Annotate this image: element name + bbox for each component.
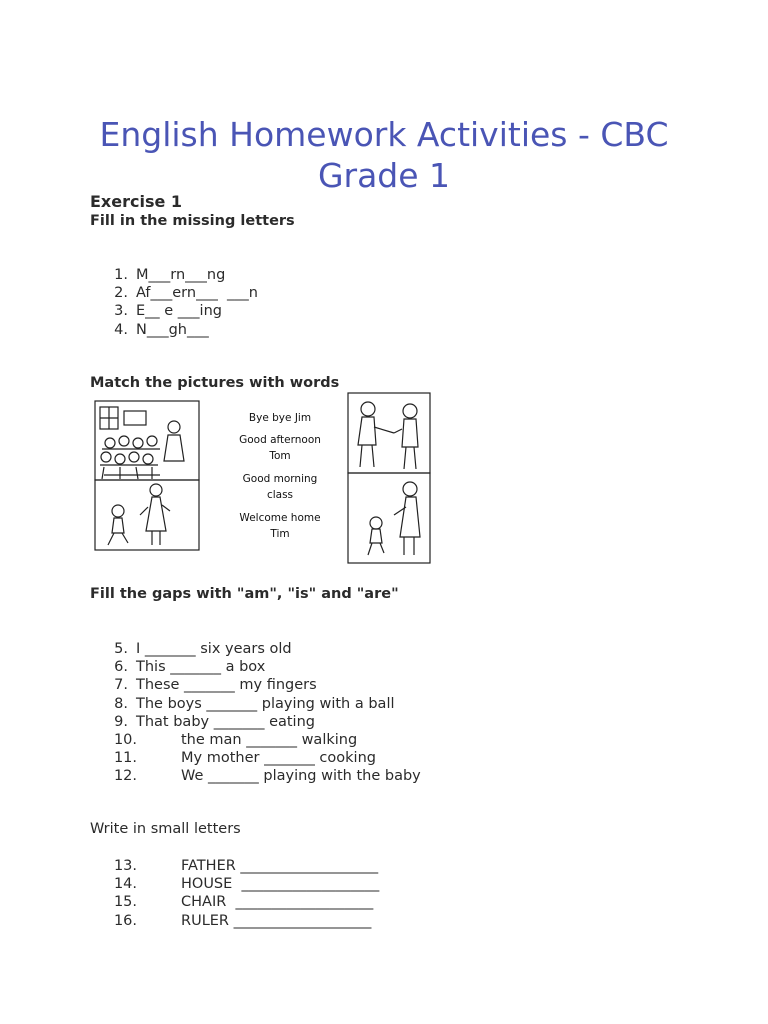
match-pictures-figure bbox=[90, 391, 432, 567]
picture-word: Bye bye Jim bbox=[248, 412, 312, 424]
section-match-heading: Match the pictures with words bbox=[90, 375, 340, 391]
picture-word: class bbox=[266, 489, 294, 501]
picture-word: Tom bbox=[269, 450, 291, 462]
mother-child-picture bbox=[95, 480, 199, 550]
picture-word: Welcome home bbox=[239, 512, 321, 524]
greeting-picture bbox=[348, 393, 430, 473]
picture-word: Tim bbox=[270, 528, 290, 540]
section-small-letters-heading: Write in small letters bbox=[90, 821, 241, 837]
picture-words bbox=[239, 412, 321, 540]
title-line-2: Grade 1 bbox=[317, 156, 451, 196]
title-line-1: English Homework Activities - CBC bbox=[99, 115, 669, 155]
page-title bbox=[0, 114, 768, 196]
classroom-picture bbox=[95, 401, 199, 480]
section-fill-gaps-heading: Fill the gaps with "am", "is" and "are" bbox=[90, 586, 399, 602]
picture-word: Good morning bbox=[242, 473, 318, 485]
mother-baby-picture bbox=[348, 473, 430, 563]
exercise-heading: Exercise 1 bbox=[90, 192, 183, 211]
picture-word: Good afternoon bbox=[239, 434, 321, 446]
section-fill-letters-heading: Fill in the missing letters bbox=[90, 213, 295, 229]
